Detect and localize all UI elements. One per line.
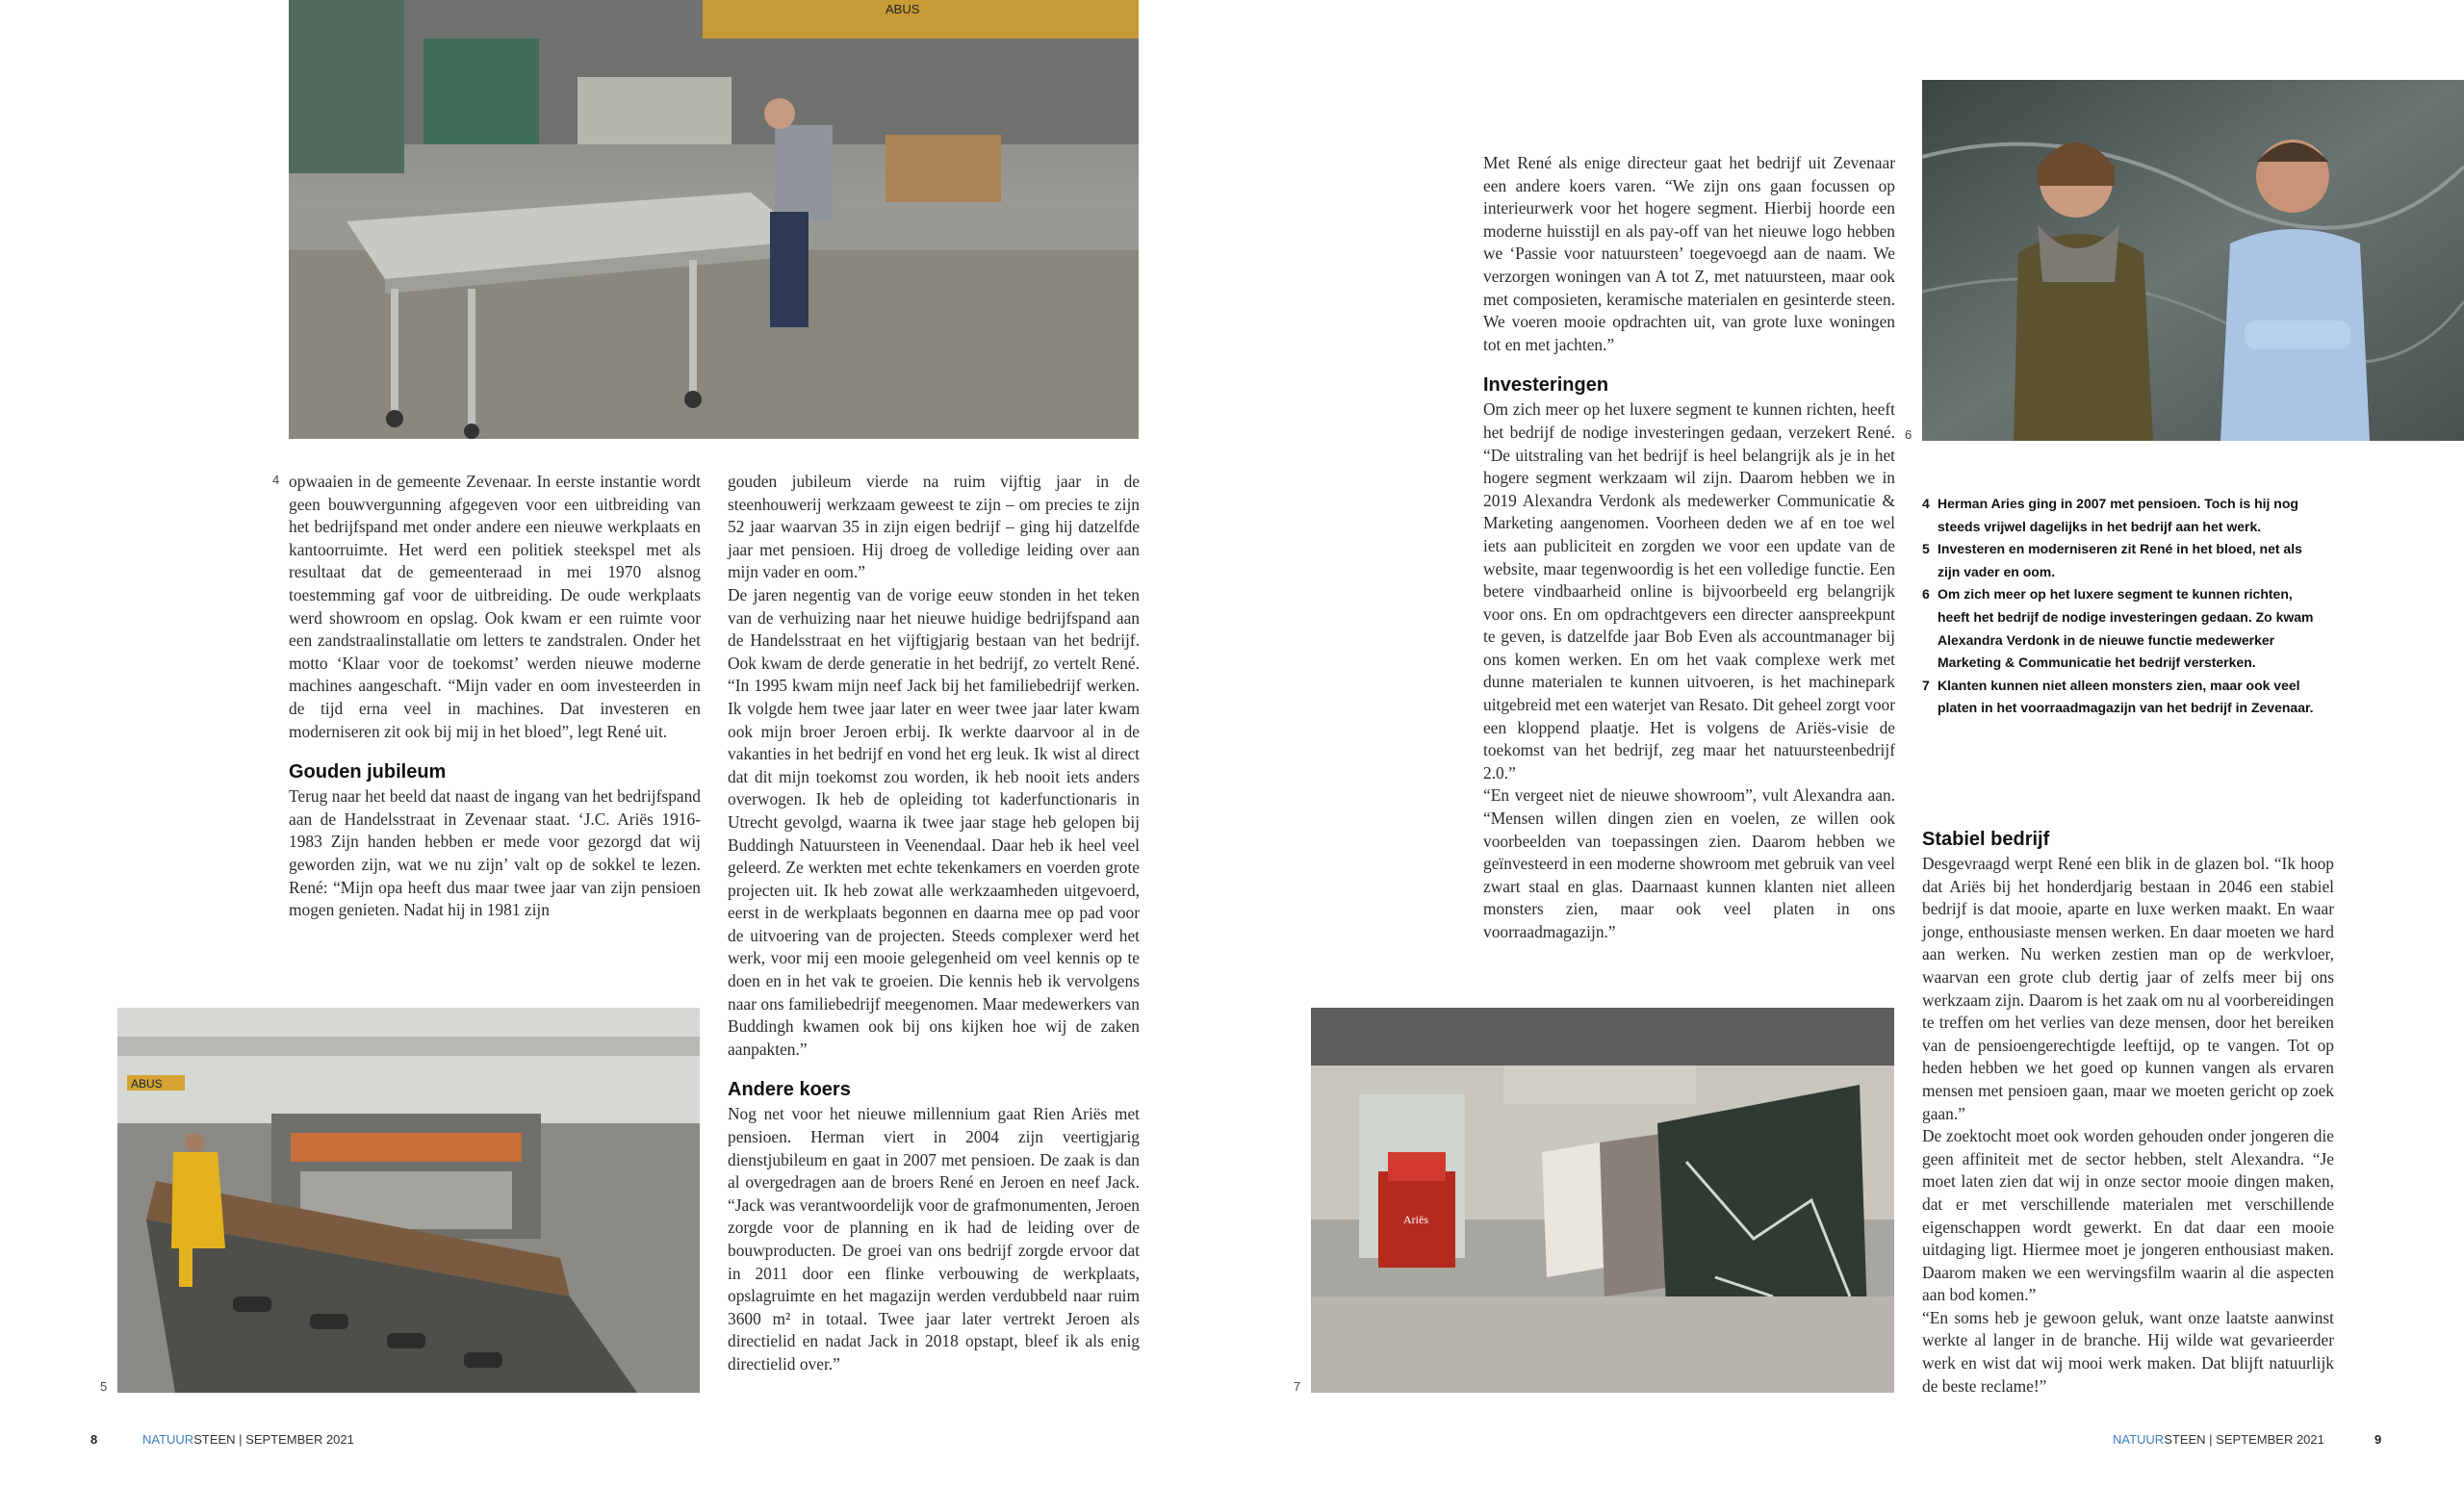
paragraph: Terug naar het beeld dat naast de ingang van het bedrijfspand aan de Handelsstraat in Zevenaar staat. ‘J.C. Ariës 1916-1983 Zijn handen hebben er mede voor gezorgd dat wij geworden zijn, wat we nu zijn’ valt op de sokkel te lezen. René: “Mijn opa heeft dus maar twee jaar van zijn pensioen mogen genieten. Nadat hij in 1981 zijn [289,786,701,920]
brand-steen: STEEN [2164,1432,2206,1447]
caption-text: Investeren en moderniseren zit René in het bloed, net als zijn vader en oom. [1938,541,2302,579]
footer-left [142,1432,354,1447]
photo-alexandra-rene [1922,80,2464,441]
paragraph: Met René als enige directeur gaat het bedrijf uit Zevenaar een andere koers varen. “We zijn ons gaan focussen op interieurwerk voor het hogere segment. Hierbij hoorde een moderne huisstijl en als pay-off van het nieuwe logo hebben we ‘Passie voor natuursteen’ toegevoegd aan de naam. We verzorgen woningen van A tot Z, met natuursteen, maar ook met composieten, keramische materialen en gesinterde steen. We voeren mooie opdrachten uit, van grote luxe woningen tot en met jachten.” [1483,153,1895,354]
figure-number-5: 5 [100,1379,108,1394]
page-number-right: 9 [2374,1432,2382,1447]
paragraph: gouden jubileum vierde na ruim vijftig jaar in de steenhouwerij werkzaam geweest te zijn – om precies te zijn 52 jaar waarvan 35 in zijn eigen bedrijf – ging hij datzelfde jaar met pensioen. Hij droeg de volledige leiding over aan mijn vader en oom.” [728,472,1140,582]
issue-date: | SEPTEMBER 2021 [235,1432,354,1447]
paragraph: “En soms heb je gewoon geluk, want onze laatste aanwinst werkte al langer in de branche. Hij wilde wat gevarieerder werk en wist dat wij mooi werk maken. Dat blijft natuurlijk de beste reclame!” [1922,1307,2334,1396]
caption-text: Om zich meer op het luxere segment te kunnen richten, heeft het bedrijf de nodige investeringen gedaan. Zo kwam Alexandra Verdonk in de nieuwe functie medewerker Marketing & Communicatie het bedrijf versterken. [1938,586,2314,671]
paragraph: Om zich meer op het luxere segment te kunnen richten, heeft het bedrijf de nodige investeringen gedaan, verzekert René. “De uitstraling van het bedrijf is heel belangrijk als je in het hogere segment werkzaam wil zijn. Daarom hebben we in 2019 Alexandra Verdonk als medewerker Communicatie & Marketing aangenomen. Voorheen deden we af en toe wel iets aan publiciteit en zorgden we voor een update van de website, maar tegenwoordig is het een volledige functie. Een betere vindbaarheid online is bijvoorbeeld erg belangrijk voor ons. En om opdrachtgevers een directer aanspreekpunt te geven, is datzelfde jaar Bob Even als accountmanager bij ons komen werken. En om het vaak complexe werk met dunne materialen te kunnen uitvoeren, is het machinepark uitgebreid met een waterjet van Resato. Dit geheel zorgt voor een kloppend plaatje. Het is volgens de Ariës-visie de toekomst van het bedrijf, zeg maar het natuursteenbedrijf 2.0.” [1483,399,1895,783]
figure-number-4: 4 [272,473,280,487]
paragraph: De jaren negentig van de vorige eeuw stonden in het teken van de verhuizing naar het nieuwe huidige bedrijfspand aan de Handelsstraat en het vijftigjarig bestaan van het bedrijf. Ook kwam de derde generatie in het bedrijf, zo vertelt René. “In 1995 kwam mijn neef Jack bij het familiebedrijf werken. Ik volgde hem twee jaar later en weer twee jaar later kwam ook mijn broer Jeroen erbij. Ik werkte daarvoor al in de vakanties in het bedrijf en vond het erg leuk. Ik wist al direct dat dit mijn toekomst zou worden, ik heb nooit iets anders overwogen. Ik heb de opleiding tot kaderfunctionaris in Utrecht gevolgd, waarna ik twee jaar stage heb gelopen bij Buddingh Natuursteen in Veenendaal. Daar heb ik heel veel geleerd. Ze werkten met echte tekenkamers en voerden grote projecten uit. Ik heb zowat alle werkzaamheden uitgevoerd, eerst in de werkplaats begonnen en daarna mee op pad voor de uitvoering van de projecten. Steeds complexer werd het werk, voor mij een mooie gelegenheid om veel kennis op te doen en in het vak te groeien. Die kennis heb ik vervolgens naar ons familiebedrijf meegenomen. Maar medewerkers van Buddingh kwamen ook bij ons kijken hoe wij de zaken aanpakten.” [728,584,1140,1059]
subheading-investeringen: Investeringen [1483,374,1609,397]
paragraph: opwaaien in de gemeente Zevenaar. In eerste instantie wordt geen bouwvergunning afgegeven voor een uitbreiding van het bedrijfspand met onder andere een nieuwe werkplaats en kantoorruimte. Het werd een politiek steekspel met als resultaat dat de gemeenteraad in mei 1970 alsnog toestemming gaf voor de uitbreiding. De oude werkplaats werd showroom en opslag. Ook kwam er een ruimte voor een zandstraalinstallatie om letters te zandstralen. Onder het motto ‘Klaar voor de toekomst’ werden nieuwe moderne machines aangeschaft. “Mijn vader en oom investeerden in de tijd erna veel in machines. Dat investeren en moderniseren zit ook bij mij in het bloed”, legt René uit. [289,472,701,741]
paragraph: De zoektocht moet ook worden gehouden onder jongeren die geen affiniteit met de sector hebben, stelt Alexandra. “Je moet laten zien dat wij in onze sector mooie dingen maken, dat er met verschillende materialen met verschillende eigenschappen wordt gewerkt. En dat daar een mooie uitdaging ligt. Hiermee moet je jongeren enthousiast maken. Daarom maken we een wervingsfilm waarin al die aspecten aan bod komen.” [1922,1126,2334,1305]
brand-natuur: NATUUR [142,1432,194,1447]
caption-item [1922,583,2326,674]
caption-item [1922,675,2326,720]
figure-number-7: 7 [1294,1379,1301,1394]
caption-number: 4 [1922,496,1930,511]
subheading-gouden-jubileum: Gouden jubileum [289,761,447,783]
aries-truck-label: Ariës [1403,1213,1428,1226]
brand-natuur: NATUUR [2113,1432,2165,1447]
photo-machine-worker [117,1008,700,1393]
photo-captions [1922,493,2326,720]
caption-text: Herman Aries ging in 2007 met pensioen. Toch is hij nog steeds vrijwel dagelijks in het bedrijf aan het werk. [1938,496,2298,534]
caption-number: 6 [1922,586,1930,603]
article-column-3 [1483,152,1895,944]
paragraph: “En vergeet niet de nieuwe showroom”, vult Alexandra aan. “Mensen willen dingen zien en voelen, ze willen ook voorbeelden van toepassingen zien. Daarom hebben we geïnvesteerd in een moderne showroom met gebruik van veel zwart staal en glas. Daarnaast kunnen klanten niet alleen monsters zien, maar ook veel platen in ons voorraadmagazijn.” [1483,785,1895,941]
footer-right [2113,1432,2324,1447]
photo-workshop-herman [289,0,1139,439]
article-column-4 [1922,810,2334,1398]
caption-item [1922,493,2326,538]
abus-sign: ABUS [886,2,920,16]
figure-number-6: 6 [1905,427,1912,442]
paragraph: Nog net voor het nieuwe millennium gaat Rien Ariës met pensioen. Herman viert in 2004 zijn veertigjarig dienstjubileum en gaat in 2007 met pensioen. De zaak is dan al overgedragen aan de broers René en Jeroen en neef Jack. “Jack was verantwoordelijk voor de grafmonumenten, Jeroen zorgde voor de planning en ik had de leiding over de bouwproducten. De groei van ons bedrijf zorgde ervoor dat in 2011 door een flinke verbouwing de werkplaats, opslagruimte en het magazijn werden verdubbeld naar ruim 3600 m² in totaal. Twee jaar later vertrekt Jeroen als directielid en nadat Jack in 2018 opstapt, bleef ik als enig directielid over.” [728,1104,1140,1373]
subheading-andere-koers: Andere koers [728,1079,851,1101]
subheading-stabiel-bedrijf: Stabiel bedrijf [1922,829,2050,850]
article-column-2 [728,471,1140,1376]
issue-date: | SEPTEMBER 2021 [2205,1432,2324,1447]
caption-text: Klanten kunnen niet alleen monsters zien, maar ook veel platen in het voorraadmagazijn van het bedrijf in Zevenaar. [1938,677,2314,716]
brand-steen: STEEN [193,1432,236,1447]
caption-item [1922,538,2326,583]
photo-stone-slab-warehouse [1311,1008,1894,1393]
abus-sign: ABUS [131,1077,163,1091]
paragraph: Desgevraagd werpt René een blik in de glazen bol. “Ik hoop dat Ariës bij het honderdjarig bestaan in 2046 een stabiel bedrijf is dat mooie, aparte en luxe werken maakt. En waar jonge, enthousiaste mensen werken. En daar moeten we hard aan werken. Nu werken zestien man op de werkvloer, waarvan een grote club dertig jaar of zelfs meer bij ons werkzaam zijn. Daarom is het zaak om nu al voorbereidingen te treffen om het verlies van deze mensen, door het bereiken van de pensioengerechtigde leeftijd, op te vangen. Tot op heden hebben we het goed op kunnen vangen als ervaren mensen met pensioen gaan, maar we moeten gericht op zoek gaan.” [1922,854,2334,1123]
caption-number: 5 [1922,541,1930,557]
caption-number: 7 [1922,677,1930,693]
page-number-left: 8 [90,1432,98,1447]
article-column-1 [289,471,701,922]
